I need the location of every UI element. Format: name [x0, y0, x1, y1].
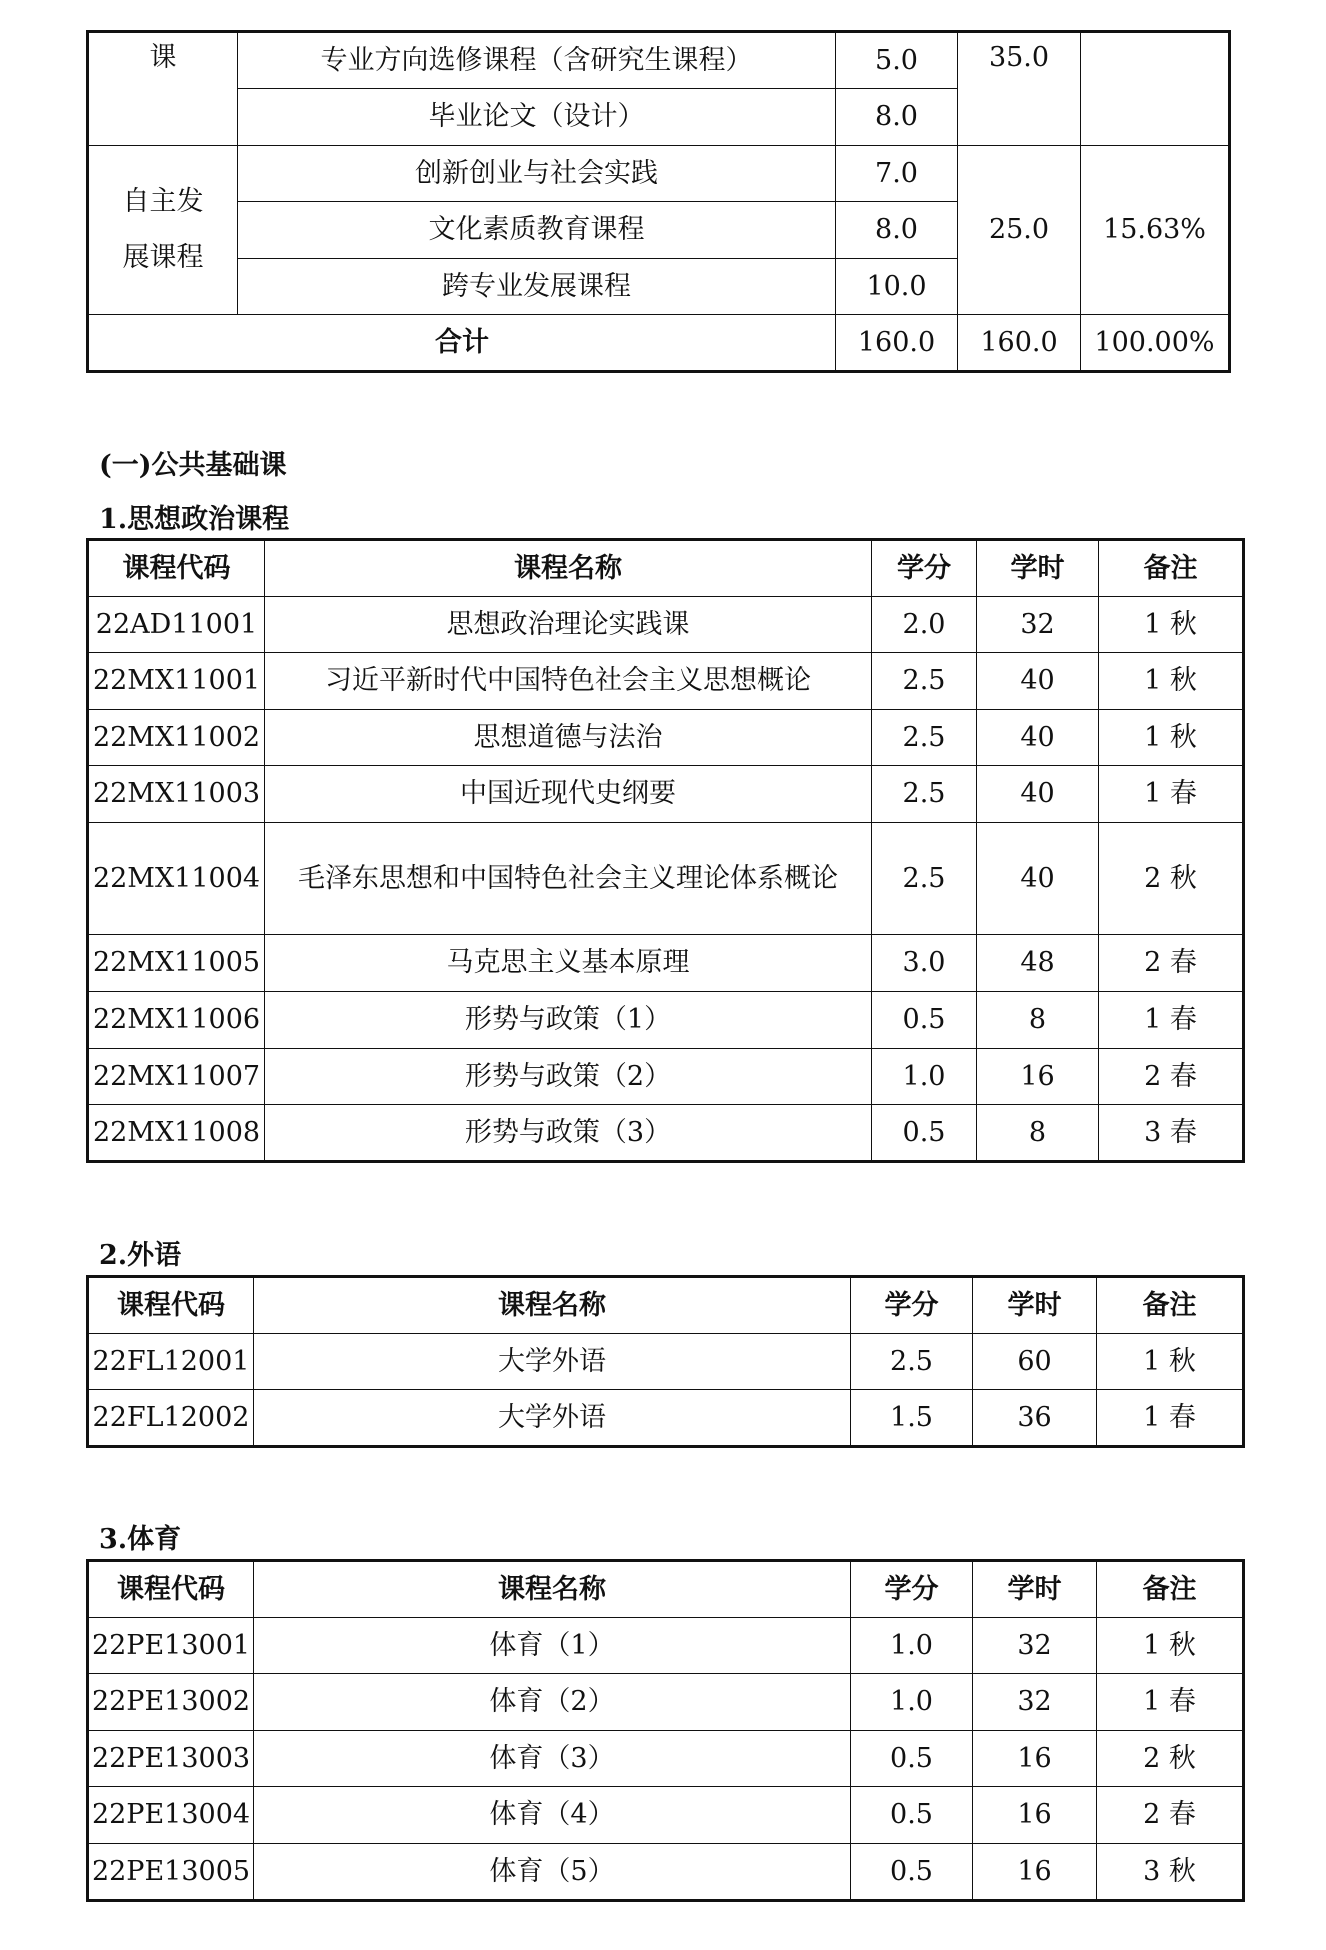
course-credits: 2.0 — [872, 597, 977, 653]
course-type-cell: 文化素质教育课程 — [238, 202, 836, 259]
course-note: 3 秋 — [1097, 1844, 1244, 1901]
course-name: 体育（3） — [254, 1731, 851, 1787]
subtotal-cell: 35.0 — [958, 32, 1081, 146]
course-code: 22MX11006 — [88, 992, 265, 1049]
header-credits: 学分 — [851, 1277, 973, 1334]
course-code: 22FL12002 — [88, 1390, 254, 1447]
course-note: 2 秋 — [1099, 823, 1244, 935]
table-row — [88, 1390, 1244, 1447]
course-note: 2 春 — [1099, 1049, 1244, 1105]
header-code: 课程代码 — [88, 1277, 254, 1334]
table-row — [88, 1674, 1244, 1731]
header-note: 备注 — [1099, 540, 1244, 597]
subtotal-cell: 25.0 — [958, 146, 1081, 315]
course-hours: 16 — [973, 1731, 1097, 1787]
course-hours: 32 — [973, 1674, 1097, 1731]
course-credits: 2.5 — [851, 1334, 973, 1390]
category-cell: 课 — [88, 32, 238, 146]
course-note: 1 春 — [1099, 992, 1244, 1049]
course-code: 22MX11002 — [88, 710, 265, 766]
course-credits: 0.5 — [851, 1787, 973, 1844]
course-note: 1 春 — [1097, 1674, 1244, 1731]
course-hours: 36 — [973, 1390, 1097, 1447]
course-hours: 48 — [977, 935, 1099, 992]
pe-table — [86, 1559, 1245, 1902]
table-row — [88, 146, 1230, 202]
table-row — [88, 992, 1244, 1049]
course-credits: 0.5 — [851, 1731, 973, 1787]
course-name: 习近平新时代中国特色社会主义思想概论 — [265, 653, 872, 710]
course-credits: 2.5 — [872, 653, 977, 710]
course-code: 22PE13004 — [88, 1787, 254, 1844]
header-row — [88, 540, 1244, 597]
course-type-cell: 跨专业发展课程 — [238, 259, 836, 315]
course-name: 体育（2） — [254, 1674, 851, 1731]
table-row — [88, 823, 1244, 935]
table-row — [88, 1334, 1244, 1390]
course-hours: 32 — [973, 1618, 1097, 1674]
course-name: 中国近现代史纲要 — [265, 766, 872, 823]
header-name: 课程名称 — [265, 540, 872, 597]
politics-table — [86, 538, 1245, 1163]
table-row — [88, 1844, 1244, 1901]
total-row — [88, 315, 1230, 372]
course-name: 形势与政策（2） — [265, 1049, 872, 1105]
course-hours: 8 — [977, 992, 1099, 1049]
credits-cell: 5.0 — [836, 32, 958, 89]
table-row — [88, 710, 1244, 766]
course-hours: 32 — [977, 597, 1099, 653]
course-hours: 8 — [977, 1105, 1099, 1162]
percent-cell: 15.63% — [1081, 146, 1230, 315]
pe-title: 3.体育 — [99, 1524, 182, 1555]
course-hours: 16 — [973, 1787, 1097, 1844]
course-note: 3 春 — [1099, 1105, 1244, 1162]
course-code: 22PE13005 — [88, 1844, 254, 1901]
course-code: 22AD11001 — [88, 597, 265, 653]
course-hours: 40 — [977, 823, 1099, 935]
course-note: 1 秋 — [1099, 597, 1244, 653]
course-credits: 3.0 — [872, 935, 977, 992]
course-credits: 1.0 — [872, 1049, 977, 1105]
total-percent: 100.00% — [1081, 315, 1230, 372]
header-note: 备注 — [1097, 1277, 1244, 1334]
course-name: 思想道德与法治 — [265, 710, 872, 766]
course-name: 毛泽东思想和中国特色社会主义理论体系概论 — [265, 823, 872, 935]
total-subtotal: 160.0 — [958, 315, 1081, 372]
course-name: 大学外语 — [254, 1390, 851, 1447]
course-note: 1 秋 — [1097, 1618, 1244, 1674]
course-note: 1 秋 — [1097, 1334, 1244, 1390]
course-credits: 1.0 — [851, 1618, 973, 1674]
course-credits: 1.5 — [851, 1390, 973, 1447]
header-note: 备注 — [1097, 1561, 1244, 1618]
course-code: 22PE13003 — [88, 1731, 254, 1787]
course-code: 22PE13001 — [88, 1618, 254, 1674]
course-name: 体育（1） — [254, 1618, 851, 1674]
course-code: 22MX11001 — [88, 653, 265, 710]
header-credits: 学分 — [851, 1561, 973, 1618]
table-row — [88, 32, 1230, 89]
course-note: 1 春 — [1097, 1390, 1244, 1447]
table-row — [88, 1787, 1244, 1844]
credits-cell: 8.0 — [836, 89, 958, 146]
course-type-cell: 毕业论文（设计） — [238, 89, 836, 146]
course-credits: 2.5 — [872, 766, 977, 823]
course-type-cell: 创新创业与社会实践 — [238, 146, 836, 202]
course-credits: 2.5 — [872, 823, 977, 935]
foreign-title: 2.外语 — [99, 1240, 182, 1271]
table-row — [88, 766, 1244, 823]
summary-table — [86, 30, 1231, 373]
course-hours: 16 — [973, 1844, 1097, 1901]
total-credits: 160.0 — [836, 315, 958, 372]
course-hours: 16 — [977, 1049, 1099, 1105]
percent-cell — [1081, 32, 1230, 146]
table-row — [88, 653, 1244, 710]
credits-cell: 10.0 — [836, 259, 958, 315]
course-hours: 60 — [973, 1334, 1097, 1390]
course-credits: 0.5 — [851, 1844, 973, 1901]
course-note: 2 春 — [1099, 935, 1244, 992]
table-row — [88, 1049, 1244, 1105]
total-label: 合计 — [88, 315, 836, 372]
header-name: 课程名称 — [254, 1277, 851, 1334]
course-credits: 1.0 — [851, 1674, 973, 1731]
credits-cell: 7.0 — [836, 146, 958, 202]
course-name: 形势与政策（3） — [265, 1105, 872, 1162]
header-credits: 学分 — [872, 540, 977, 597]
header-hours: 学时 — [973, 1561, 1097, 1618]
course-code: 22FL12001 — [88, 1334, 254, 1390]
politics-title: 1.思想政治课程 — [99, 504, 290, 535]
header-code: 课程代码 — [88, 1561, 254, 1618]
credits-cell: 8.0 — [836, 202, 958, 259]
course-hours: 40 — [977, 766, 1099, 823]
header-row — [88, 1561, 1244, 1618]
course-name: 体育（4） — [254, 1787, 851, 1844]
course-credits: 0.5 — [872, 1105, 977, 1162]
course-name: 形势与政策（1） — [265, 992, 872, 1049]
course-note: 2 秋 — [1097, 1731, 1244, 1787]
course-credits: 2.5 — [872, 710, 977, 766]
course-hours: 40 — [977, 653, 1099, 710]
course-code: 22MX11007 — [88, 1049, 265, 1105]
course-code: 22MX11003 — [88, 766, 265, 823]
section-heading: (一)公共基础课 — [99, 450, 287, 481]
course-name: 思想政治理论实践课 — [265, 597, 872, 653]
header-name: 课程名称 — [254, 1561, 851, 1618]
table-row — [88, 935, 1244, 992]
course-credits: 0.5 — [872, 992, 977, 1049]
course-code: 22MX11005 — [88, 935, 265, 992]
course-code: 22MX11004 — [88, 823, 265, 935]
course-name: 大学外语 — [254, 1334, 851, 1390]
course-note: 2 春 — [1097, 1787, 1244, 1844]
course-note: 1 秋 — [1099, 653, 1244, 710]
course-hours: 40 — [977, 710, 1099, 766]
course-note: 1 春 — [1099, 766, 1244, 823]
course-type-cell: 专业方向选修课程（含研究生课程） — [238, 32, 836, 89]
category-cell: 自主发展课程 — [88, 146, 238, 315]
header-row — [88, 1277, 1244, 1334]
course-code: 22MX11008 — [88, 1105, 265, 1162]
course-code: 22PE13002 — [88, 1674, 254, 1731]
table-row — [88, 597, 1244, 653]
table-row — [88, 1618, 1244, 1674]
course-name: 体育（5） — [254, 1844, 851, 1901]
course-name: 马克思主义基本原理 — [265, 935, 872, 992]
header-code: 课程代码 — [88, 540, 265, 597]
foreign-table — [86, 1275, 1245, 1448]
course-note: 1 秋 — [1099, 710, 1244, 766]
header-hours: 学时 — [977, 540, 1099, 597]
table-row — [88, 1731, 1244, 1787]
header-hours: 学时 — [973, 1277, 1097, 1334]
table-row — [88, 1105, 1244, 1162]
